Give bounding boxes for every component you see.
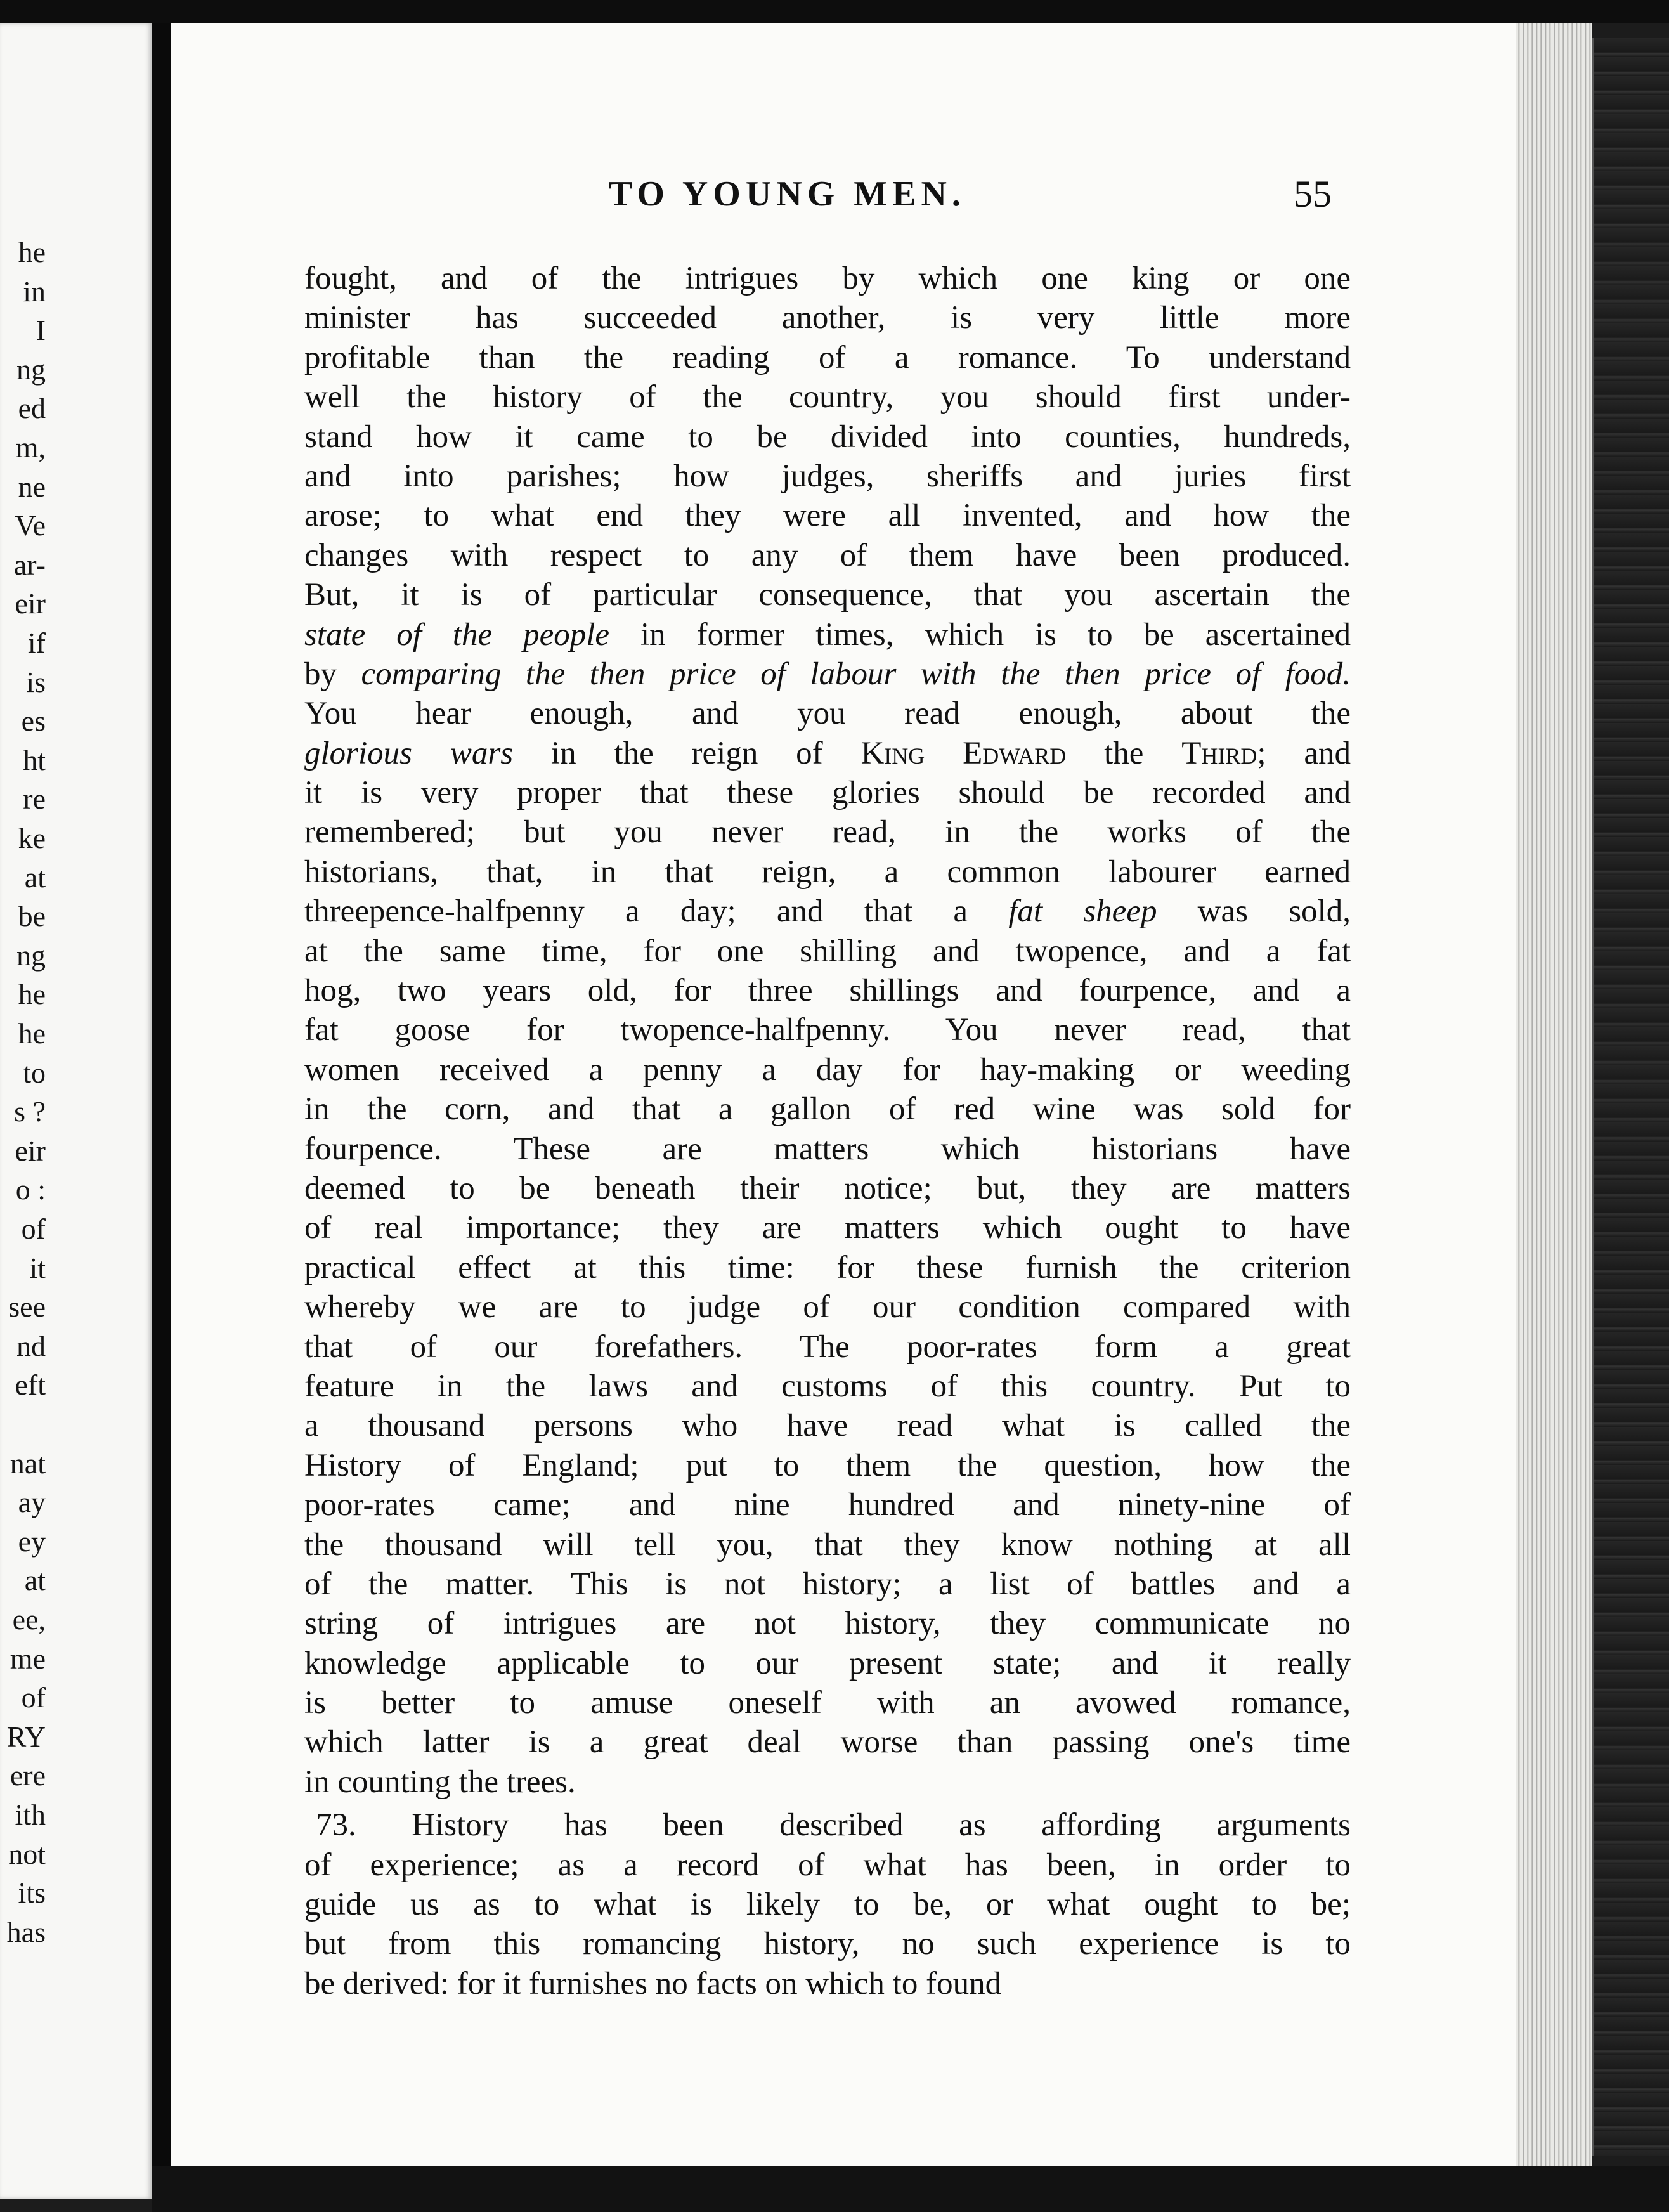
text-segment: fourpence. These are matters which historians have <box>304 1131 1351 1167</box>
facing-page-fragment: be <box>18 900 46 933</box>
text-line <box>304 377 1351 417</box>
text-segment: stand how it came to be divided into counties, hundreds, <box>304 419 1351 455</box>
text-line <box>304 1287 1351 1327</box>
text-segment: You hear enough, and you read enough, about the <box>304 696 1351 732</box>
facing-page-fragment: ith <box>15 1799 46 1831</box>
facing-page-fragment: s ? <box>14 1095 46 1128</box>
facing-page-fragment: eft <box>15 1369 46 1402</box>
text-line <box>304 1565 1351 1604</box>
facing-page-fragment: in <box>23 275 46 308</box>
text-segment: but from this romancing history, no such experience is to <box>304 1926 1351 1962</box>
text-segment: deemed to be beneath their notice; but, they are matters <box>304 1170 1351 1206</box>
text-segment: guide us as to what is likely to be, or what ought to be; <box>304 1887 1351 1923</box>
facing-page-fragment: at <box>24 1564 46 1597</box>
text-line <box>304 1010 1351 1050</box>
facing-page-fragment: ere <box>10 1759 46 1792</box>
text-segment: feature in the laws and customs of this country. Put to <box>304 1368 1351 1404</box>
facing-page-fragment: he <box>18 1017 46 1050</box>
facing-page-fragment: ed <box>18 392 46 425</box>
text-segment: remembered; but you never read, in the works of the <box>304 814 1351 850</box>
text-segment: of experience; as a record of what has been, in order to <box>304 1847 1351 1883</box>
facing-page-fragment: es <box>21 705 46 738</box>
text-segment: string of intrigues are not history, they communicate no <box>304 1606 1351 1642</box>
text-segment: of the matter. This is not history; a list of battles and a <box>304 1566 1351 1602</box>
text-line <box>304 1762 1351 1802</box>
text-line <box>304 536 1351 575</box>
facing-page-fragment: not <box>8 1837 46 1870</box>
text-line <box>304 1090 1351 1129</box>
facing-page-fragment: m, <box>15 431 46 464</box>
text-segment: comparing the then price of labour with the then price of food. <box>361 656 1351 692</box>
text-segment: in the corn, and that a gallon of red wine was sold for <box>304 1091 1351 1128</box>
facing-page-fragment: ke <box>18 822 46 854</box>
text-segment: the thousand will tell you, that they know nothing at all <box>304 1526 1351 1563</box>
facing-page-fragment: of <box>21 1213 46 1245</box>
text-segment: of real importance; they are matters which ought to have <box>304 1210 1351 1246</box>
text-segment: History of England; put to them the question, how the <box>304 1447 1351 1483</box>
text-line <box>304 773 1351 812</box>
text-segment: whereby we are to judge of our condition compared with <box>304 1289 1351 1325</box>
facing-page-fragment: ng <box>16 939 46 972</box>
running-head-title: TO YOUNG MEN. <box>609 174 966 214</box>
text-segment: in the reign of <box>513 735 861 771</box>
book-page <box>171 23 1516 2166</box>
text-segment: practical effect at this time: for these furnish the criterion <box>304 1249 1351 1285</box>
text-line <box>304 812 1351 852</box>
text-segment: Third <box>1181 735 1257 771</box>
facing-page-fragment: RY <box>6 1720 46 1753</box>
text-segment: threepence-halfpenny a day; and that a <box>304 894 1009 930</box>
facing-page-fragment: ht <box>23 743 46 776</box>
text-line <box>304 1208 1351 1247</box>
text-segment: state of the people <box>304 616 610 653</box>
text-line <box>304 734 1351 773</box>
text-segment: it is very proper that these glories should be recorded and <box>304 775 1351 811</box>
facing-page-fragment: of <box>21 1681 46 1714</box>
facing-page-fragment: eir <box>15 587 46 620</box>
text-line <box>304 1683 1351 1722</box>
book-binding <box>1592 38 1669 2156</box>
text-line <box>304 1805 1351 1845</box>
text-segment: poor-rates came; and nine hundred and ninety-nine of <box>304 1487 1351 1523</box>
text-line <box>304 1722 1351 1762</box>
facing-page-fragment: he <box>18 978 46 1011</box>
facing-page-left <box>0 23 152 2199</box>
text-line <box>304 1964 1351 2003</box>
scan-bottom-border <box>152 2166 1669 2212</box>
text-segment: changes with respect to any of them have been produced. <box>304 537 1351 573</box>
text-segment: fought, and of the intrigues by which one king or one <box>304 261 1351 296</box>
facing-page-fragment: see <box>8 1291 46 1324</box>
text-segment: was sold, <box>1157 894 1351 930</box>
text-segment: historians, that, in that reign, a common labourer earned <box>304 854 1351 890</box>
text-segment: the <box>1066 735 1182 771</box>
text-segment: women received a penny a day for hay-making or weeding <box>304 1051 1351 1088</box>
facing-page-fragment: has <box>6 1915 46 1948</box>
text-line <box>304 971 1351 1010</box>
facing-page-fragment: re <box>23 783 46 816</box>
body-text <box>304 259 1351 2003</box>
page-number: 55 <box>1294 173 1332 215</box>
text-line <box>304 1406 1351 1445</box>
facing-page-fragment: Ve <box>15 509 46 542</box>
text-line <box>304 1525 1351 1565</box>
facing-page-fragment: me <box>10 1642 46 1675</box>
text-line <box>304 417 1351 457</box>
facing-page-fragment: at <box>24 861 46 894</box>
text-line <box>304 1885 1351 1924</box>
scan-top-border <box>0 0 1669 23</box>
text-line <box>304 1367 1351 1406</box>
text-line <box>304 694 1351 733</box>
text-segment: well the history of the country, you should first under- <box>304 379 1351 415</box>
text-line <box>304 932 1351 971</box>
text-line <box>304 892 1351 931</box>
facing-page-fragment: is <box>26 665 46 698</box>
text-segment: a thousand persons who have read what is called the <box>304 1408 1351 1444</box>
facing-page-fragment: if <box>27 627 46 659</box>
facing-page-fragment: ey <box>18 1525 46 1558</box>
text-line <box>304 615 1351 654</box>
text-segment: minister has succeeded another, is very little more <box>304 300 1351 336</box>
facing-page-fragment: he <box>18 236 46 268</box>
text-line <box>304 1169 1351 1208</box>
running-head <box>171 169 1516 219</box>
text-line <box>304 1485 1351 1525</box>
text-line <box>304 1327 1351 1367</box>
text-segment: which latter is a great deal worse than passing one's time <box>304 1724 1351 1760</box>
text-segment: by <box>304 656 361 692</box>
facing-page-fragment: ar- <box>13 548 46 581</box>
text-line <box>304 1604 1351 1643</box>
text-line <box>304 1050 1351 1090</box>
text-line <box>304 1845 1351 1885</box>
text-line <box>304 259 1351 298</box>
facing-page-fragment: it <box>29 1251 46 1284</box>
text-segment: in former times, which is to be ascertained <box>609 616 1351 653</box>
facing-page-fragment: its <box>18 1877 46 1909</box>
text-segment: that of our forefathers. The poor-rates form a great <box>304 1329 1351 1365</box>
facing-page-fragment: ee, <box>12 1603 46 1636</box>
text-segment: profitable than the reading of a romance. To understand <box>304 339 1351 375</box>
text-line <box>304 575 1351 615</box>
text-line <box>304 852 1351 892</box>
text-line <box>304 298 1351 337</box>
text-segment: But, it is of particular consequence, that you ascertain the <box>304 577 1351 613</box>
text-segment: glorious wars <box>304 735 514 771</box>
text-segment: fat sheep <box>1008 894 1157 930</box>
facing-page-fragment: eir <box>15 1134 46 1167</box>
text-line <box>304 496 1351 535</box>
text-segment: is better to amuse oneself with an avowed romance, <box>304 1685 1351 1721</box>
text-segment: knowledge applicable to our present state; and it really <box>304 1645 1351 1681</box>
text-line <box>304 654 1351 694</box>
text-line <box>304 338 1351 377</box>
text-line <box>304 457 1351 496</box>
facing-page-fragment: nd <box>16 1329 46 1362</box>
text-segment: arose; to what end they were all invented, and how the <box>304 498 1351 534</box>
text-segment: fat goose for twopence-halfpenny. You never read, that <box>304 1012 1351 1048</box>
facing-page-fragment: ay <box>18 1486 46 1519</box>
text-segment: be derived: for it furnishes no facts on which to found <box>304 1965 1002 2001</box>
facing-page-fragment: ne <box>18 470 46 503</box>
text-line <box>304 1924 1351 1963</box>
facing-page-fragment: o : <box>15 1173 46 1206</box>
text-segment: 73. History has been described as affording arguments <box>316 1807 1351 1844</box>
facing-page-fragment: to <box>23 1056 46 1089</box>
facing-page-fragment: I <box>36 314 46 347</box>
text-line <box>304 1446 1351 1485</box>
text-line <box>304 1248 1351 1287</box>
text-segment: in counting the trees. <box>304 1764 576 1800</box>
text-segment: hog, two years old, for three shillings and fourpence, and a <box>304 973 1351 1009</box>
text-segment: and into parishes; how judges, sheriffs and juries first <box>304 458 1351 494</box>
text-line <box>304 1644 1351 1683</box>
facing-page-fragment: nat <box>10 1447 46 1480</box>
text-segment: at the same time, for one shilling and twopence, and a fat <box>304 933 1351 969</box>
text-line <box>304 1129 1351 1169</box>
facing-page-fragment: ng <box>16 353 46 386</box>
text-segment: King Edward <box>860 735 1067 771</box>
book-gutter <box>152 23 171 2199</box>
text-segment: ; and <box>1257 735 1351 771</box>
page-edges <box>1516 23 1592 2166</box>
